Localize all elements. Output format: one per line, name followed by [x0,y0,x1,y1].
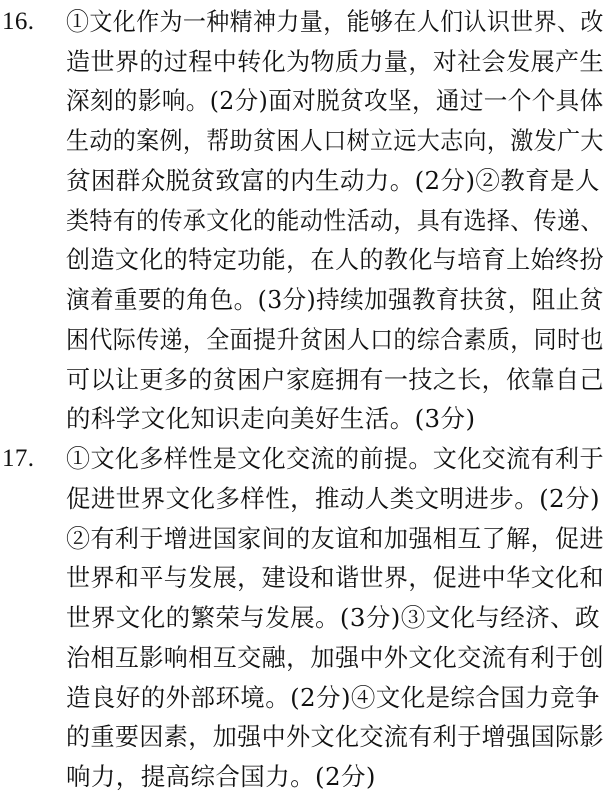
answer-17-line-5 [0,598,610,638]
answer-16-text-line: 生动的案例，帮助贫困人口树立远大志向，激发广大 [66,126,604,156]
answer-16-text-line: 创造文化的特定功能，在人的教化与培育上始终扮 [66,245,604,275]
answer-17-number: 17. [2,445,35,473]
answer-16-line-6 [0,201,610,241]
answer-17-line-1 [0,439,610,479]
answer-17-line-6 [0,638,610,678]
answer-17-text-line: 世界文化的繁荣与发展。(3分)③文化与经济、政 [66,603,600,633]
answer-16-text-line: 的科学文化知识走向美好生活。(3分) [66,404,476,434]
answer-17-line-7 [0,678,610,718]
answer-17-line-8 [0,717,610,757]
answer-16-line-5 [0,161,610,201]
answer-17-text-line: 促进世界文化多样性，推动人类文明进步。(2分) [66,483,600,513]
answer-17-text-line: 响力，提高综合国力。(2分) [66,762,376,791]
answer-17-line-2 [0,479,610,519]
answer-17-text-line: 的重要因素，加强中外文化交流有利于增强国际影 [66,722,604,752]
answer-16-line-8 [0,280,610,320]
answer-16-text-line: 困代际传递，全面提升贫困人口的综合素质，同时也 [66,324,604,354]
answer-16-line-10 [0,360,610,400]
answer-17-text-line: 世界和平与发展，建设和谐世界，促进中华文化和 [66,563,604,593]
answer-16-line-9 [0,320,610,360]
answer-16-line-3 [0,81,610,121]
answer-17-text-line: 治相互影响相互交融，加强中外文化交流有利于创 [66,642,604,672]
answer-16-text-line: 演着重要的角色。(3分)持续加强教育扶贫，阻止贫 [66,285,604,315]
answer-16-text-line: 造世界的过程中转化为物质力量，对社会发展产生 [66,46,604,76]
answer-17-text-line: ②有利于增进国家间的友谊和加强相互了解，促进 [66,523,604,553]
answer-17-line-9 [0,757,610,797]
answer-16-line-11 [0,399,610,439]
answer-16-line-7 [0,240,610,280]
answer-16-line-1 [0,2,610,42]
answer-17-line-4 [0,558,610,598]
answer-16-line-2 [0,42,610,82]
answer-17-text-line: ①文化多样性是文化交流的前提。文化交流有利于 [66,444,604,474]
answer-16-number: 16. [2,8,35,35]
answer-16-line-4 [0,121,610,161]
answer-16-text-line: ①文化作为一种精神力量，能够在人们认识世界、改 [66,7,604,36]
answer-16-text-line: 贫困群众脱贫致富的内生动力。(2分)②教育是人 [66,165,600,195]
answer-16-text-line: 类特有的传承文化的能动性活动，具有选择、传递、 [66,205,604,235]
answer-16-text-line: 可以让更多的贫困户家庭拥有一技之长，依靠自己 [66,364,604,394]
answer-17-text-line: 造良好的外部环境。(2分)④文化是综合国力竞争 [66,682,600,712]
answer-16-text-line: 深刻的影响。(2分)面对脱贫攻坚，通过一个个具体 [66,86,604,116]
answer-17-line-3 [0,519,610,559]
